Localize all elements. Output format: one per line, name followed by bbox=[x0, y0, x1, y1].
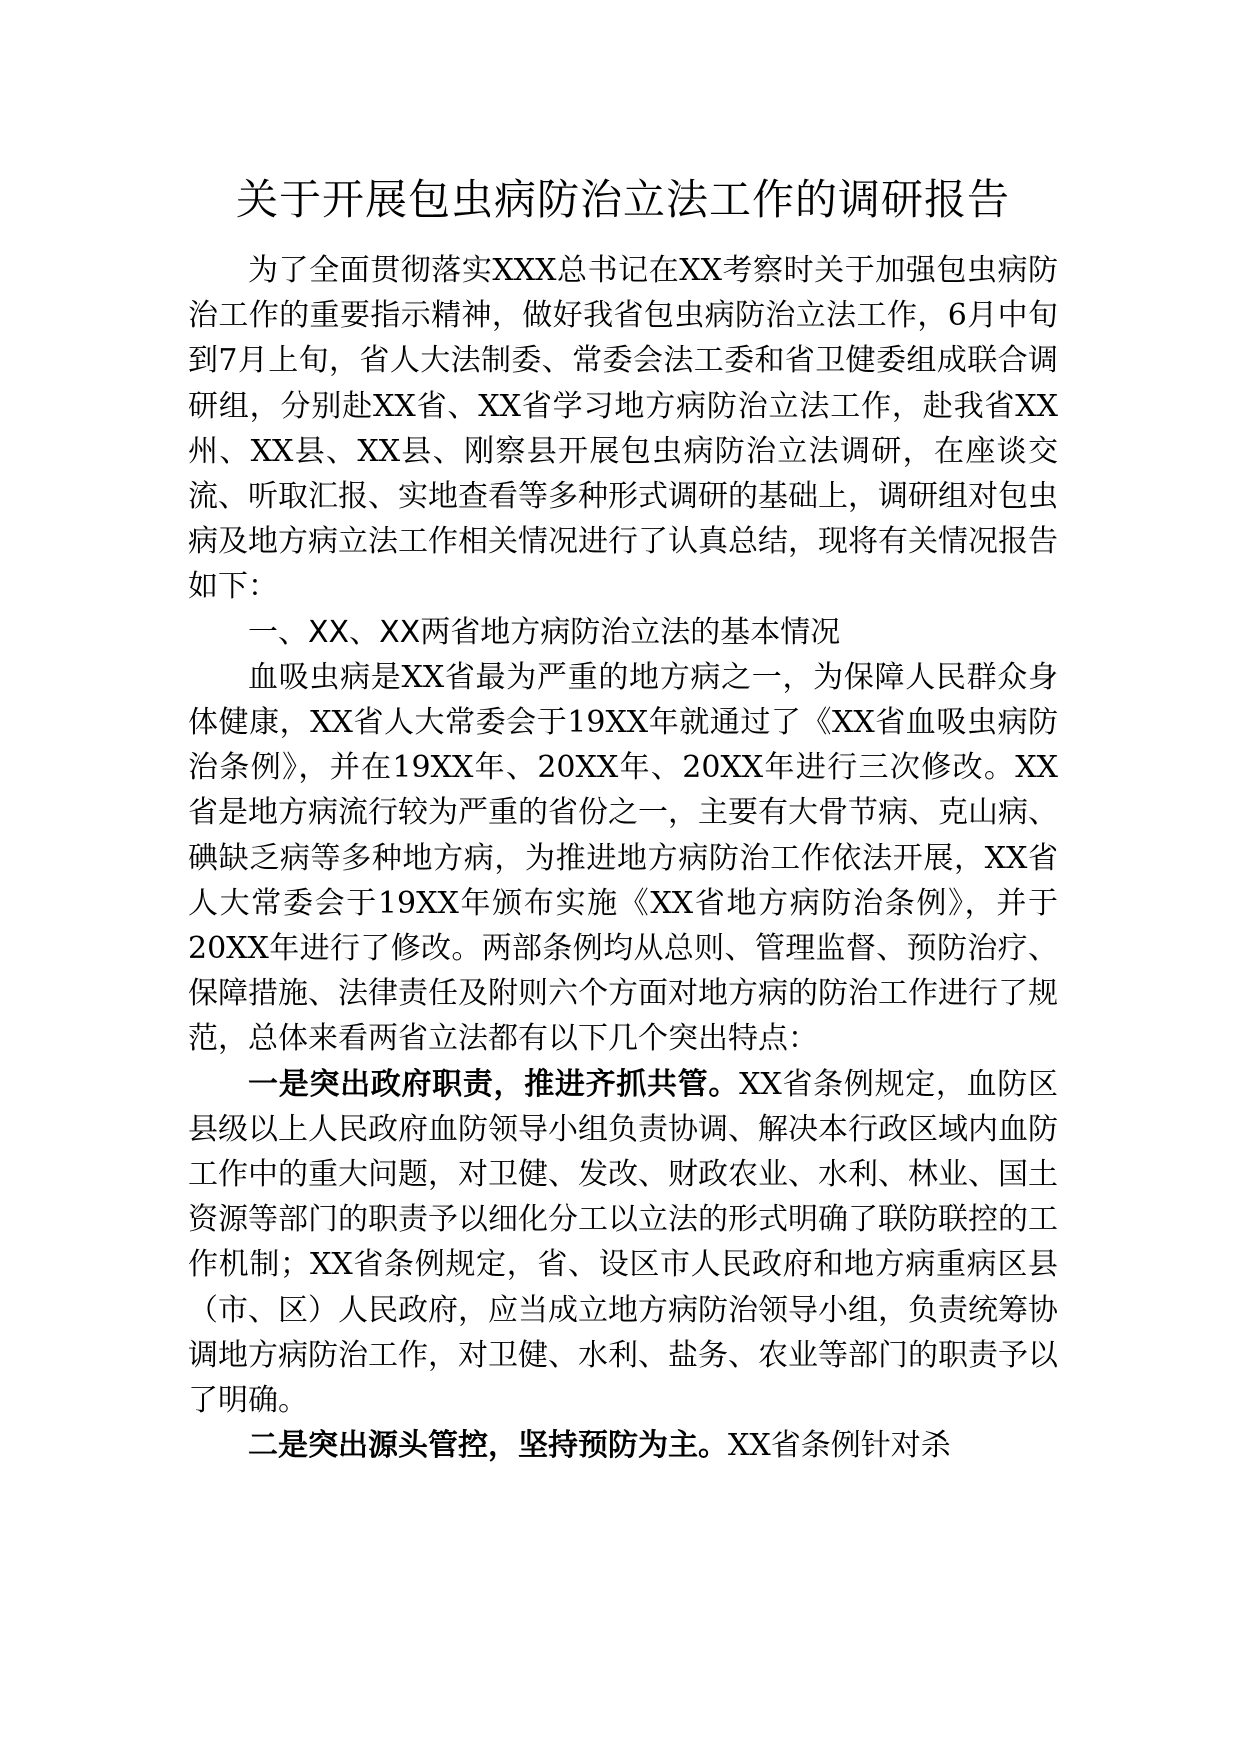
section-paragraph: 血吸虫病是XX省最为严重的地方病之一，为保障人民群众身体健康，XX省人大常委会于19XX年就通过了《XX省血吸虫病防治条例》，并在19XX年、20XX年、20XX年进行三次修改。XX省是地方病流行较为严重的省份之一，主要有大骨节病、克山病、碘缺乏病等多种地方病，为推进地方病防治工作依法开展，XX省人大常委会于19XX年颁布实施《XX省地方病防治条例》，并于20XX年进行了修改。两部条例均从总则、管理监督、预防治疗、保障措施、法律责任及附则六个方面对地方病的防治工作进行了规范，总体来看两省立法都有以下几个突出特点： bbox=[188, 659, 1058, 1057]
section-heading: 一、XX、XX两省地方病防治立法的基本情况 bbox=[248, 614, 841, 650]
point-one-lead: 一是突出政府职责，推进齐抓共管。 bbox=[248, 1066, 740, 1102]
point-two-paragraph bbox=[188, 1423, 1058, 1468]
document-page bbox=[188, 172, 1058, 1468]
point-one-paragraph bbox=[188, 1062, 1058, 1424]
point-two-body: XX省条例针对杀 bbox=[728, 1428, 951, 1464]
intro-paragraph: 为了全面贯彻落实XXX总书记在XX考察时关于加强包虫病防治工作的重要指示精神，做好我省包虫病防治立法工作，6月中旬到7月上旬，省人大法制委、常委会法工委和省卫健委组成联合调研组，分别赴XX省、XX省学习地方病防治立法工作，赴我省XX州、XX县、XX县、刚察县开展包虫病防治立法调研，在座谈交流、听取汇报、实地查看等多种形式调研的基础上，调研组对包虫病及地方病立法工作相关情况进行了认真总结，现将有关情况报告如下： bbox=[188, 253, 1058, 605]
document-title: 关于开展包虫病防治立法工作的调研报告 bbox=[235, 175, 1010, 224]
point-one-body: XX省条例规定，血防区县级以上人民政府血防领导小组负责协调、解决本行政区域内血防工作中的重大问题，对卫健、发改、财政农业、水利、林业、国土资源等部门的职责予以细化分工以立法的形式明确了联防联控的工作机制；XX省条例规定，省、设区市人民政府和地方病重病区县（市、区）人民政府，应当成立地方病防治领导小组，负责统筹协调地方病防治工作，对卫健、水利、盐务、农业等部门的职责予以了明确。 bbox=[188, 1066, 1058, 1419]
point-two-lead: 二是突出源头管控，坚持预防为主。 bbox=[248, 1428, 728, 1464]
